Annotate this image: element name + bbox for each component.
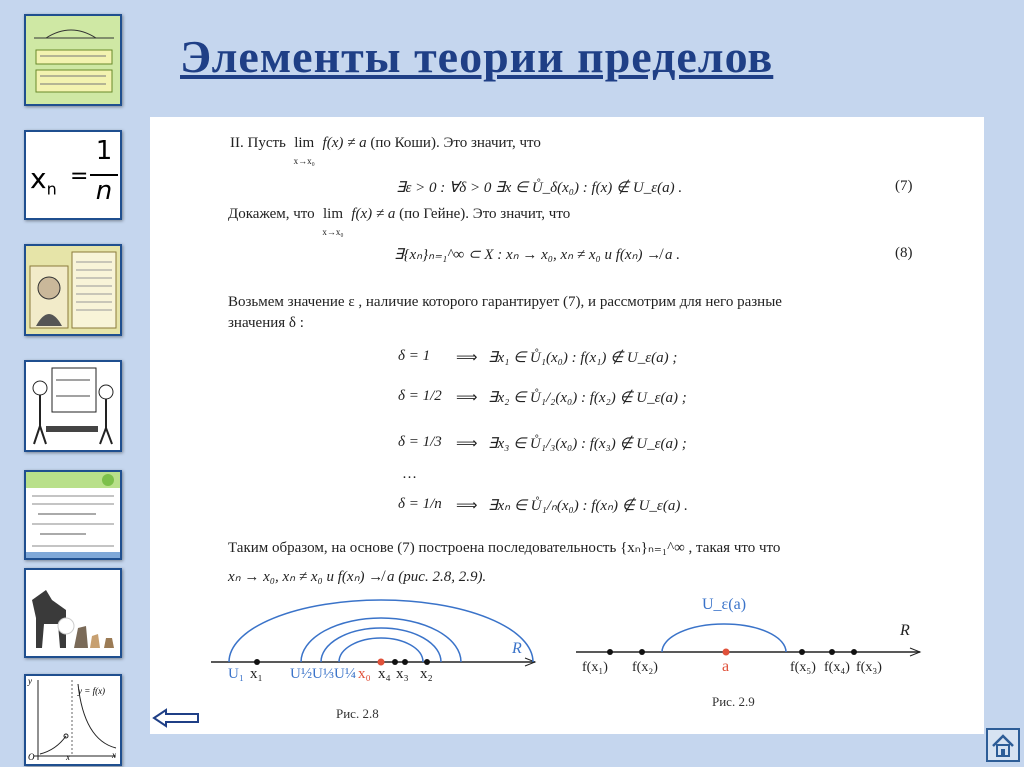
figure-2-9 [570,592,930,692]
case-delta: δ = 1/n [398,496,442,512]
line1 [230,135,541,169]
line2-expression: f(x) ≠ a [351,206,396,222]
thumbnail-cartoon-limits[interactable] [24,360,122,452]
fig1-label-u3: U⅓ [312,666,335,682]
line1-limit: lim x→x₀ [293,135,315,166]
graph-x0: x [66,752,70,762]
paragraph-2b: xₙ → x₀, xₙ ≠ x₀ и f(xₙ) ↛ a (рис. 2.8, 2.9). [228,569,487,585]
fig1-label-u1: U₁ [228,666,245,682]
home-icon [988,730,1018,760]
fig1-label-x4: x₄ [378,666,391,682]
fig1-arc-4 [339,638,423,662]
portrait-thumb-image [26,246,120,334]
formula-x: $x_n$ [30,162,57,199]
case-rhs: ∃x₁ ∈ Ů₁(x₀) : f(x₁) ∉ U_ε(a) ; [488,350,678,366]
fig1-point-x4 [392,659,398,665]
case-arrow: ⟹ [456,350,478,366]
formula-numerator: 1 [95,136,113,166]
fig2-label-a: a [722,658,730,675]
case-arrow: ⟹ [456,436,478,452]
figure-2-8-caption: Рис. 2.8 [336,706,379,721]
line2-limit: lim x→x₀ [322,206,344,237]
paragraph-1b: значения δ : [228,315,304,331]
thumbnail-dogs[interactable] [24,568,122,658]
thumbnail-cauchy-portrait[interactable] [24,244,122,336]
fig1-arc-1 [229,600,533,662]
graph-label: y = f(x) [78,686,106,696]
graph-axis-y: y [28,676,32,686]
equation-7: ∃ε > 0 : ∀δ > 0 ∃x ∈ Ů_δ(x₀) : f(x) ∉ U_ε(a) . [396,180,683,196]
line1-prefix: II. Пусть [230,135,286,151]
fig2-axis-label: R [900,622,910,639]
fig1-label-x2: x₂ [420,666,433,682]
case-rhs: ∃x₂ ∈ Ů₁/₂(x₀) : f(x₂) ∉ U_ε(a) ; [488,390,687,406]
thumbnail-number-line[interactable] [24,14,122,106]
thumbnail-limits-table[interactable] [24,470,122,560]
fig1-point-x2 [424,659,430,665]
fig2-label-fx2: f(x₂) [632,660,658,675]
function-graph-image [26,676,120,764]
fig1-point-x1 [254,659,260,665]
line2-suffix: (по Гейне). Это значит, что [399,206,571,222]
page-title: Элементы теории пределов [180,31,774,82]
case-rhs: ∃xₙ ∈ Ů₁/ₙ(x₀) : f(xₙ) ∉ U_ε(a) . [488,498,688,514]
dogs-thumb-image [26,570,120,656]
fig1-point-x3 [402,659,408,665]
back-arrow-icon[interactable] [152,708,200,728]
equation-8: ∃{xₙ}ₙ₌₁^∞ ⊂ X : xₙ → x₀, xₙ ≠ x₀ и f(xₙ) ↛ a . [394,247,681,263]
case-delta: δ = 1/2 [398,388,442,404]
line2-prefix: Докажем, что [228,206,315,222]
fig2-label-fx3: f(x₃) [856,660,882,675]
fig1-label-x1: x₁ [250,666,263,682]
line1-suffix: (по Коши). Это значит, что [370,135,541,151]
thumbnail-function-graph[interactable] [24,674,122,766]
equation-7-number: (7) [895,178,913,194]
paragraph-1: Возьмем значение ε , наличие которого гарантирует (7), и рассмотрим для него разные [228,294,782,310]
graph-axis-x: x [112,750,116,760]
fig2-label-fx1: f(x₁) [582,660,608,675]
fig2-point-fx5 [799,649,805,655]
case-delta: δ = 1 [398,348,431,364]
fig2-point-fx4 [829,649,835,655]
fig1-arc-3 [321,628,441,662]
fig2-arc [662,624,786,652]
fig1-label-u4: U¼ [334,666,357,682]
fig2-point-fx1 [607,649,613,655]
equation-8-number: (8) [895,245,913,261]
fig1-point-x0 [378,659,385,666]
number-line-thumb-image [26,16,120,104]
case-arrow: ⟹ [456,390,478,406]
fig1-label-u2: U½ [290,666,313,682]
fig2-label-fx5: f(x₅) [790,660,816,675]
home-button[interactable] [986,728,1020,762]
fig2-point-fx2 [639,649,645,655]
fig2-label-ueps: U_ε(a) [702,596,747,613]
case-arrow: ⟹ [456,498,478,514]
fig1-axis-label: R [512,640,522,657]
fig2-point-a [723,649,730,656]
formula-equals: = [70,164,89,189]
cartoon-thumb-image [26,362,120,450]
line1-expression: f(x) ≠ a [322,135,367,151]
paragraph-2: Таким образом, на основе (7) построена последовательность {xₙ}ₙ₌₁^∞ , такая что что [228,540,781,556]
fig2-point-fx3 [851,649,857,655]
thumbnail-sequence-formula[interactable] [24,130,122,220]
formula-denominator: n [95,176,113,206]
figure-2-9-caption: Рис. 2.9 [712,694,755,709]
case-delta: δ = 1/3 [398,434,442,450]
case-rhs: ∃x₃ ∈ Ů₁/₃(x₀) : f(x₃) ∉ U_ε(a) ; [488,436,687,452]
fig1-arc-2 [301,618,461,662]
fig2-label-fx4: f(x₄) [824,660,850,675]
line2 [228,206,570,240]
graph-origin: O [28,752,35,762]
case-ellipsis: … [402,466,417,482]
fig1-label-x3: x₃ [396,666,409,682]
fig1-label-x0: x₀ [358,666,371,682]
table-thumb-image [26,472,120,558]
